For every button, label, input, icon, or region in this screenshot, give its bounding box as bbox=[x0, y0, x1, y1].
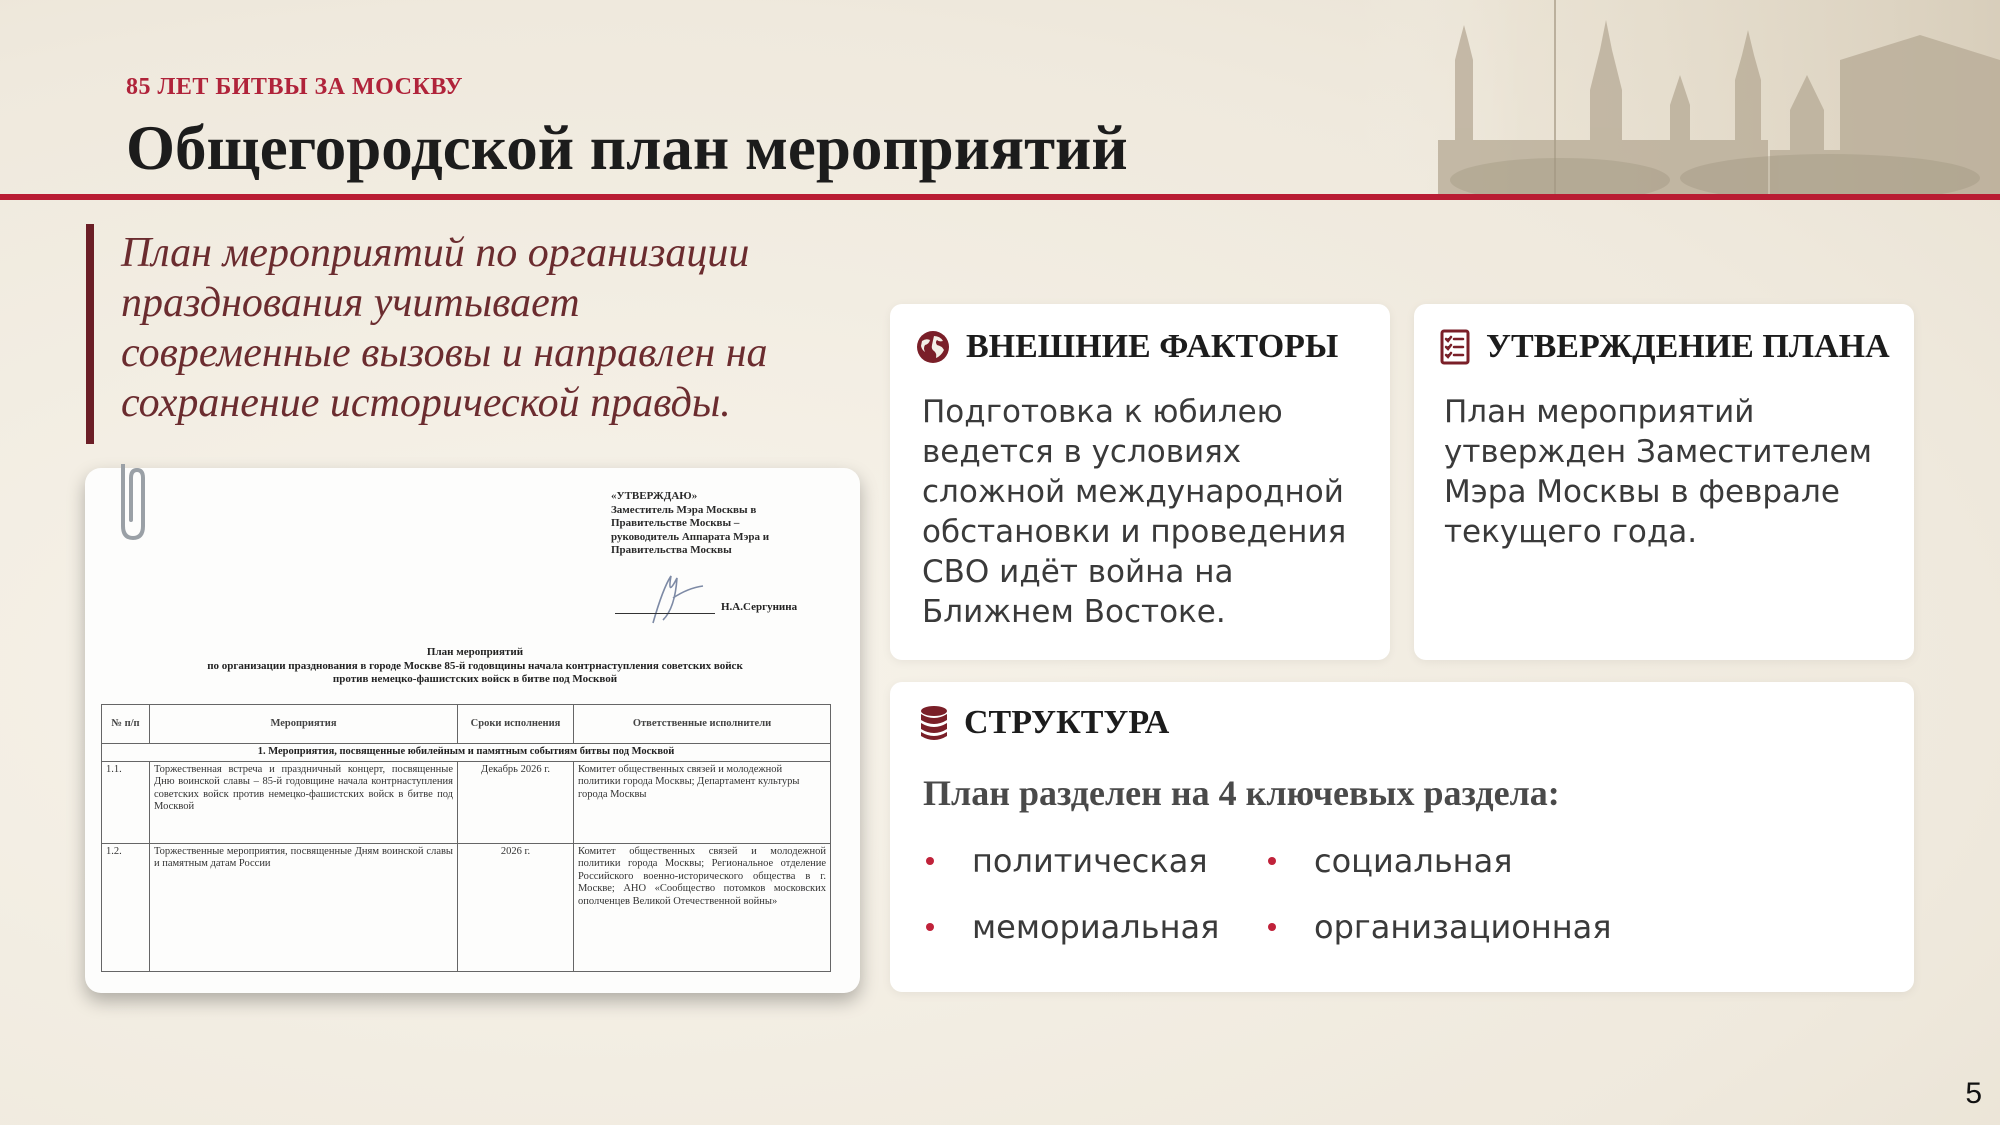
list-item: политическая bbox=[926, 842, 1208, 880]
section-kicker: 85 ЛЕТ БИТВЫ ЗА МОСКВУ bbox=[126, 74, 464, 100]
table-section-row: 1. Мероприятия, посвященные юбилейным и памятным событиям битвы под Москвой bbox=[102, 744, 831, 762]
page-title: Общегородской план мероприятий bbox=[126, 113, 1128, 183]
structure-subtitle: План разделен на 4 ключевых раздела: bbox=[923, 773, 1560, 813]
plan-approval-card bbox=[1414, 304, 1914, 660]
bullet-icon bbox=[1268, 857, 1276, 865]
quote-accent-bar bbox=[86, 224, 94, 444]
globe-icon bbox=[916, 330, 950, 364]
card-text: План мероприятий утвержден Заместителем Мэра Москвы в феврале текущего года. bbox=[1444, 394, 1872, 550]
table-row: 1.2. Торжественные мероприятия, посвященные Дням воинской славы и памятным датам России 2026 г. Комитет общественных связей и молодежной политики города Москвы; Региональное отделение Российского военно-исторического общества в г. Москве; АНО «Сообщество потомков московских ополченцев Великой Отечественной войны» bbox=[102, 843, 831, 971]
external-factors-card bbox=[890, 304, 1390, 660]
list-item: мемориальная bbox=[926, 908, 1219, 946]
plan-document-image bbox=[85, 468, 860, 993]
bullet-icon bbox=[926, 923, 934, 931]
card-title: СТРУКТУРА bbox=[964, 704, 1170, 741]
card-text: Подготовка к юбилею ведется в условиях сложной международной обстановки и проведения СВО идёт война на Ближнем Востоке. bbox=[922, 394, 1347, 630]
plan-table bbox=[101, 704, 831, 972]
database-icon bbox=[920, 705, 948, 741]
paperclip-icon bbox=[113, 464, 153, 544]
lead-quote: План мероприятий по организации празднования учитывает современные вызовы и направлен на сохранение исторической правды. bbox=[121, 230, 768, 426]
signature-image bbox=[633, 568, 713, 628]
page-number: 5 bbox=[1965, 1077, 1982, 1110]
kremlin-skyline-image bbox=[1360, 0, 2000, 195]
bullet-icon bbox=[926, 857, 934, 865]
approval-block: «УТВЕРЖДАЮ» Заместитель Мэра Москвы в Правительстве Москвы – руководитель Аппарата Мэра и Правительства Москвы bbox=[611, 490, 770, 556]
bullet-icon bbox=[1268, 923, 1276, 931]
table-header-row: № п/п Мероприятия Сроки исполнения Ответственные исполнители bbox=[102, 705, 831, 744]
card-title: УТВЕРЖДЕНИЕ ПЛАНА bbox=[1486, 328, 1890, 365]
header-divider bbox=[0, 194, 2000, 200]
card-title: ВНЕШНИЕ ФАКТОРЫ bbox=[966, 328, 1339, 365]
list-item: организационная bbox=[1268, 908, 1612, 946]
signature-line bbox=[615, 613, 715, 614]
list-item: социальная bbox=[1268, 842, 1512, 880]
signer-name: Н.А.Сергунина bbox=[721, 601, 798, 613]
structure-card bbox=[890, 682, 1914, 992]
checklist-icon bbox=[1440, 329, 1470, 365]
document-title: План мероприятий по организации празднования в городе Москве 85-й годовщины начала контрнаступления советских войск против немецко-фашистских войск в битве под Москвой bbox=[207, 646, 743, 685]
table-row: 1.1. Торжественная встреча и праздничный концерт, посвященные Дню воинской славы – 85-й годовщине начала контрнаступления советских войск против немецко-фашистских войск в битве под Москвой Декабрь 2026 г. Комитет общественных связей и молодежной политики города Москвы; Департамент культуры города Москвы bbox=[102, 761, 831, 843]
